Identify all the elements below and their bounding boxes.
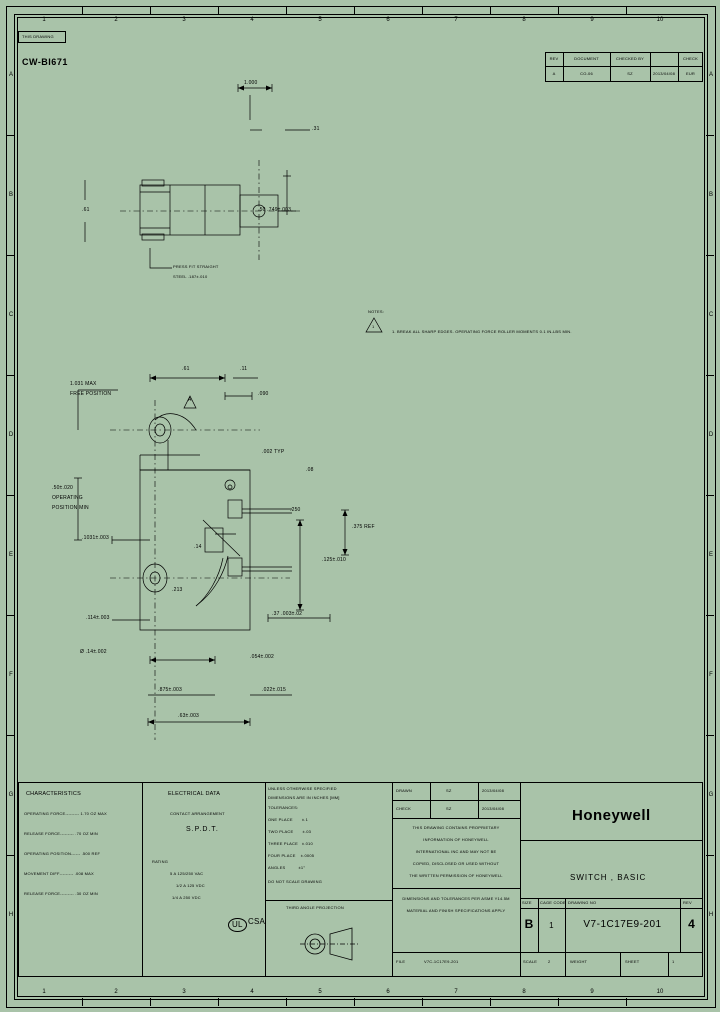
characteristic-row-1: RELEASE FORCE--------- .70 OZ MIN xyxy=(24,831,98,836)
mainview-label-free-position: FREE POSITION xyxy=(70,391,112,397)
cage-value: 1 xyxy=(549,921,554,930)
rev-label: REV xyxy=(683,900,692,905)
zone-bottom-1: 1 xyxy=(42,989,46,995)
zone-top-3: 3 xyxy=(182,17,186,23)
zone-left-h: H xyxy=(8,912,14,918)
zone-right-e: E xyxy=(708,552,713,558)
electrical-form: S.P.D.T. xyxy=(186,826,219,833)
tolerance-title: UNLESS OTHERWISE SPECIFIED xyxy=(268,786,337,791)
mainview-dim-37: .37 .003±.02 xyxy=(272,611,303,617)
mainview-dim-114: .114±.003 xyxy=(86,615,110,621)
zone-bottom-10: 10 xyxy=(656,989,664,995)
zone-bottom-2: 2 xyxy=(114,989,118,995)
drawn-date: 2013/04/08 xyxy=(482,788,505,793)
mainview-dim-50: .50±.020 xyxy=(52,485,74,491)
tolerance-line-0: DIMENSIONS ARE IN INCHES [MM] xyxy=(268,795,340,800)
mainview-dim-054: .054±.002 xyxy=(250,654,275,660)
cage-label: CAGE CODE xyxy=(540,900,566,905)
tolerance-line-4: THREE PLACE ±.010 xyxy=(268,841,313,846)
proprietary-line-2: INTERNATIONAL INC AND MAY NOT BE xyxy=(415,849,497,854)
zone-bottom-5: 5 xyxy=(318,989,322,995)
electrical-rating-label: RATING xyxy=(152,859,169,864)
third-angle-label: THIRD ANGLE PROJECTION xyxy=(286,905,344,910)
sheet-label: SHEET xyxy=(625,959,640,964)
revision-row-rev: A xyxy=(552,71,556,76)
zone-right-h: H xyxy=(708,912,714,918)
file-value: V7C-1C17E9-201 xyxy=(424,959,459,964)
tolerance-line-6: ANGLES ±1° xyxy=(268,865,306,870)
electrical-rating-line-2: 1/4 A 250 VDC xyxy=(172,895,201,900)
mainview-dim-61: .61 xyxy=(182,366,190,372)
zone-top-7: 7 xyxy=(454,17,458,23)
mainview-dim-08: .08 xyxy=(306,467,314,473)
zone-right-c: C xyxy=(708,312,714,318)
topview-note-line-2: STEEL .187±.010 xyxy=(173,274,208,279)
scale-label: SCALE xyxy=(523,959,538,964)
mainview-dim-213: .213 xyxy=(172,587,183,593)
electrical-subtitle: CONTACT ARRANGEMENT xyxy=(170,811,225,816)
notes-heading: NOTES: xyxy=(368,309,385,314)
revision-header-rev: REV xyxy=(549,56,559,61)
zone-bottom-7: 7 xyxy=(454,989,458,995)
mainview-label-position-min: POSITION MIN xyxy=(52,505,89,511)
revision-row-check: EUR xyxy=(685,71,696,76)
characteristic-row-2: OPERATING POSITION------ .500 REF xyxy=(24,851,101,856)
characteristic-row-0: OPERATING FORCE--------- 1.70 OZ MAX xyxy=(24,811,107,816)
zone-left-f: F xyxy=(9,672,13,678)
mainview-dim-002typ: .002 TYP xyxy=(262,449,285,455)
electrical-rating-line-1: 1/2 A 125 VDC xyxy=(176,883,205,888)
revision-header-checkedby: CHECKED BY xyxy=(615,56,644,61)
csa-mark: CSA xyxy=(248,917,266,926)
mainview-dim-090: .090 xyxy=(258,391,269,397)
do-not-scale-note: DO NOT SCALE DRAWING xyxy=(268,879,323,884)
zone-right-b: B xyxy=(708,192,713,198)
size-label: SIZE xyxy=(522,900,532,905)
proprietary-line-3: COPIED, DISCLOSED OR USED WITHOUT xyxy=(412,861,500,866)
zone-bottom-6: 6 xyxy=(386,989,390,995)
weight-label: WEIGHT xyxy=(570,959,588,964)
zone-right-d: D xyxy=(708,432,714,438)
mainview-dim-250: .250 xyxy=(290,507,301,513)
drawing-title: SWITCH , BASIC xyxy=(570,873,647,882)
check-by: SZ xyxy=(446,806,452,811)
check-date: 2013/04/08 xyxy=(482,806,505,811)
characteristic-row-4: RELEASE FORCE--------- .30 OZ MIN xyxy=(24,891,98,896)
proprietary-line-0: THIS DRAWING CONTAINS PROPRIETARY xyxy=(412,825,500,830)
tolerance-line-3: TWO PLACE ±.03 xyxy=(268,829,312,834)
mainview-dim-875: .875±.003 xyxy=(158,687,183,693)
zone-left-a: A xyxy=(8,72,13,78)
zone-top-5: 5 xyxy=(318,17,322,23)
ul-mark: UL xyxy=(228,918,247,932)
tolerance-line-1: TOLERANCES: xyxy=(268,805,299,810)
drawn-by: SZ xyxy=(446,788,452,793)
revision-row-date: 2013/04/08 xyxy=(652,71,676,76)
notes-marker: 1 xyxy=(372,324,375,329)
mainview-dim-125: .125±.010 xyxy=(322,557,347,563)
drawn-label: DRAWN xyxy=(396,788,412,793)
topview-dim-61: .61 xyxy=(82,207,90,213)
zone-bottom-8: 8 xyxy=(522,989,526,995)
zone-top-9: 9 xyxy=(590,17,594,23)
tolerance-line-2: ONE PLACE ±.1 xyxy=(268,817,309,822)
topview-dim-tolerance: .50 .749±.003 xyxy=(258,207,292,213)
topview-dim-1000: 1.000 xyxy=(244,80,258,86)
mainview-dim-14: .14 xyxy=(194,544,202,550)
sheet-value: 1 xyxy=(672,959,675,964)
electrical-rating-line-0: 5 A 125/250 VAC xyxy=(170,871,204,876)
mfg-note-line-1: MATERIAL AND FINISH SPECIFICATIONS APPLY xyxy=(406,908,506,913)
size-value: B xyxy=(524,917,534,931)
mainview-dim-63: .63±.003 xyxy=(178,713,200,719)
mainview-dim-11: .11 xyxy=(240,366,248,372)
revision-header-document: DOCUMENT xyxy=(574,56,599,61)
zone-left-e: E xyxy=(8,552,13,558)
proprietary-line-1: INFORMATION OF HONEYWELL xyxy=(423,837,489,842)
characteristic-row-3: MOVEMENT DIFF--------- .008 MAX xyxy=(24,871,94,876)
zone-top-1: 1 xyxy=(42,17,46,23)
zone-bottom-4: 4 xyxy=(250,989,254,995)
drawing-no-value: V7-1C17E9-201 xyxy=(583,919,662,930)
mainview-dim-dia14: Ø .14±.002 xyxy=(80,649,107,655)
drawing-label: THIS DRAWING xyxy=(22,34,54,39)
zone-left-g: G xyxy=(8,792,14,798)
zone-bottom-3: 3 xyxy=(182,989,186,995)
mfg-note-line-0: DIMENSIONS AND TOLERANCES PER ASME Y14.5M xyxy=(402,896,510,901)
revision-row-by: SZ xyxy=(627,71,633,76)
zone-top-6: 6 xyxy=(386,17,390,23)
electrical-title: ELECTRICAL DATA xyxy=(168,791,221,797)
zone-top-10: 10 xyxy=(656,17,664,23)
file-label: FILE xyxy=(396,959,406,964)
revision-row-document: CO-06 xyxy=(580,71,593,76)
mainview-label-operating: OPERATING xyxy=(52,495,83,501)
rev-value: 4 xyxy=(688,917,695,931)
tolerance-line-5: FOUR PLACE ±.0005 xyxy=(268,853,315,858)
mainview-dim-022: .022±.015 xyxy=(262,687,287,693)
zone-top-2: 2 xyxy=(114,17,118,23)
part-code: CW-BI671 xyxy=(22,57,68,67)
zone-right-a: A xyxy=(708,72,713,78)
company-logo: Honeywell xyxy=(572,807,651,824)
zone-left-d: D xyxy=(8,432,14,438)
notes-text: 1. BREAK ALL SHARP EDGES. OPERATING FORCE ROLLER MOMENTS 0.1 IN-LBS MIN. xyxy=(392,329,572,334)
zone-left-b: B xyxy=(8,192,13,198)
characteristics-title: CHARACTERISTICS xyxy=(26,791,81,797)
topview-dim-31: .31 xyxy=(312,126,320,132)
zone-top-4: 4 xyxy=(250,17,254,23)
mainview-dim-1031max: 1.031 MAX xyxy=(70,381,97,387)
mainview-dim-1031: .1031±.003 xyxy=(82,535,109,541)
zone-bottom-9: 9 xyxy=(590,989,594,995)
topview-note-line-1: PRESS FIT STRAIGHT xyxy=(173,264,219,269)
check-label: CHECK xyxy=(396,806,412,811)
drawing-no-label: DRAWING NO xyxy=(568,900,597,905)
zone-left-c: C xyxy=(8,312,14,318)
zone-top-8: 8 xyxy=(522,17,526,23)
section-letter-a: A xyxy=(188,397,192,403)
revision-header-check: CHECK xyxy=(682,56,698,61)
proprietary-line-4: THE WRITTEN PERMISSION OF HONEYWELL xyxy=(409,873,503,878)
zone-right-g: G xyxy=(708,792,714,798)
scale-value: 2 xyxy=(548,959,551,964)
mainview-dim-375ref: .375 REF xyxy=(352,524,375,530)
zone-right-f: F xyxy=(709,672,713,678)
